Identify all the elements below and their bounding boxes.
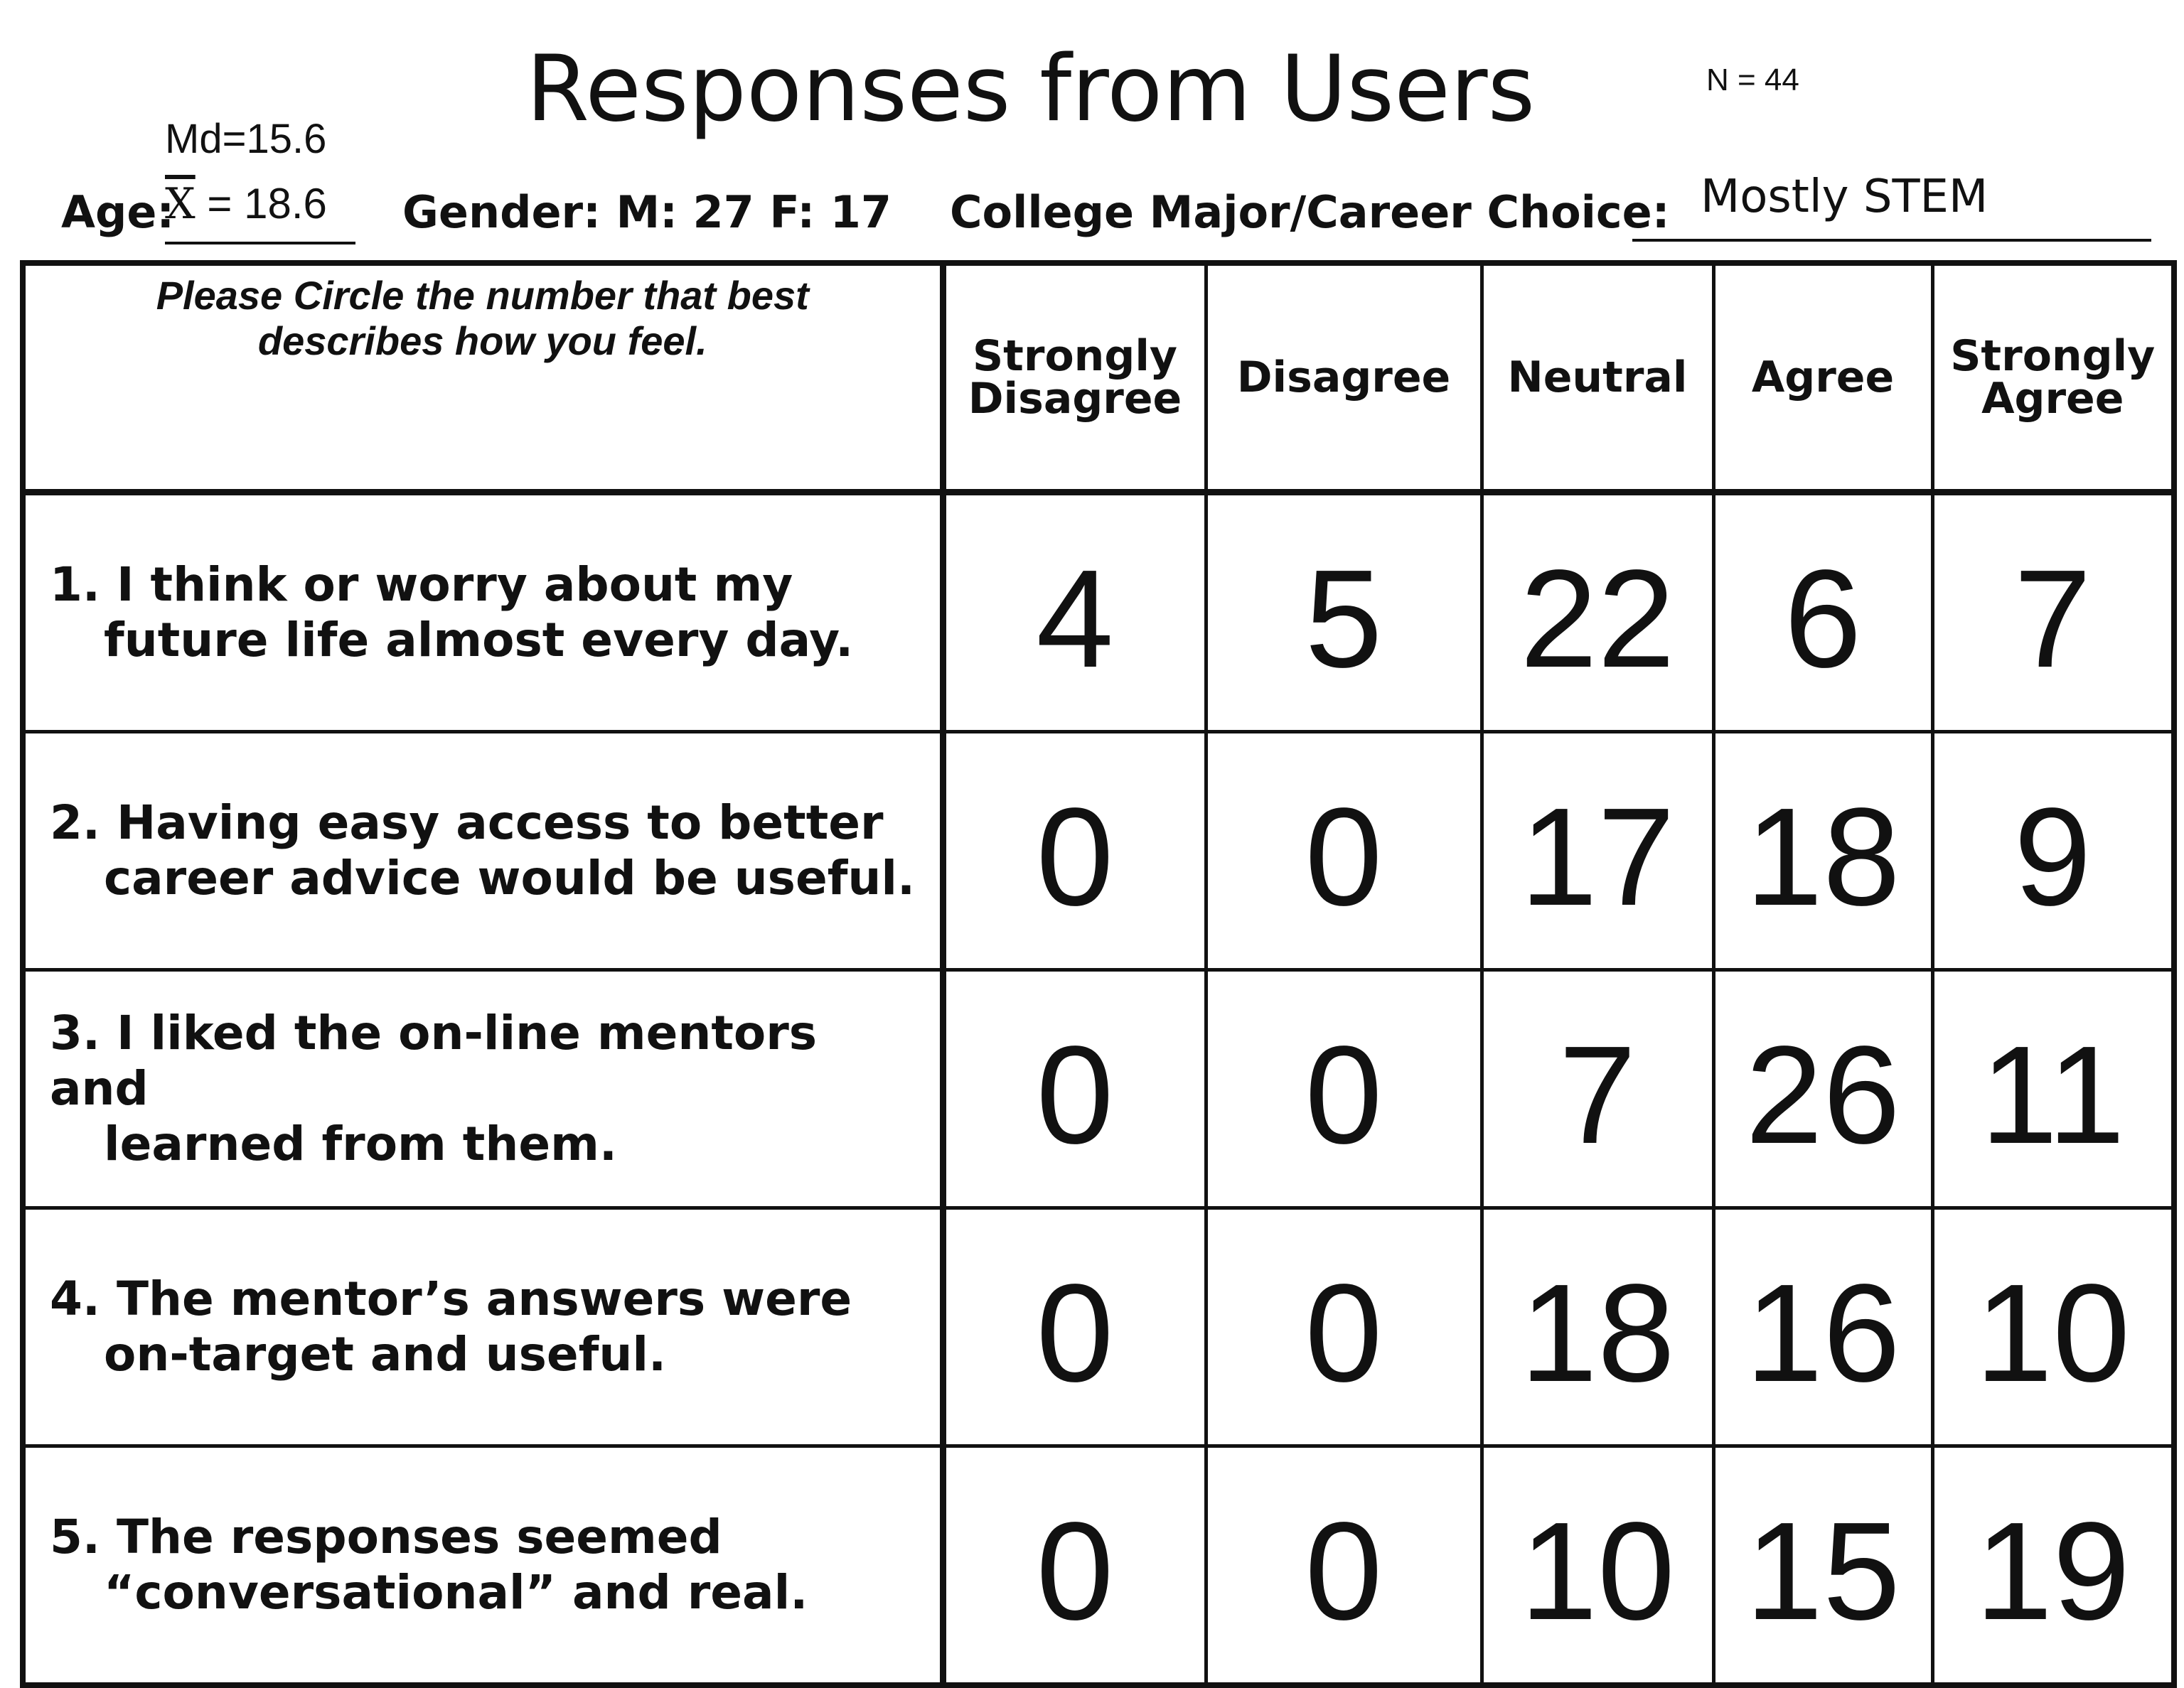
table-row bbox=[23, 1446, 2174, 1686]
response-count: 0 bbox=[943, 732, 1206, 970]
college-major-value: Mostly STEM bbox=[1701, 171, 1988, 223]
response-count: 0 bbox=[943, 970, 1206, 1208]
response-count: 7 bbox=[1482, 970, 1713, 1208]
statement-number: 1. bbox=[50, 557, 100, 612]
statement-text: career advice would be useful. bbox=[104, 851, 916, 905]
statement-cell bbox=[23, 970, 943, 1208]
gender-counts: Gender: M: 27 F: 17 bbox=[402, 186, 892, 238]
response-count: 9 bbox=[1932, 732, 2174, 970]
response-count: 0 bbox=[1206, 1208, 1482, 1446]
statement-text: future life almost every day. bbox=[104, 613, 854, 667]
response-count: 17 bbox=[1482, 732, 1713, 970]
response-count: 0 bbox=[943, 1446, 1206, 1686]
response-count: 18 bbox=[1482, 1208, 1713, 1446]
response-count: 26 bbox=[1713, 970, 1932, 1208]
column-header-neutral bbox=[1482, 263, 1713, 493]
column-header-text: Agree bbox=[1751, 353, 1895, 402]
column-header-agree bbox=[1713, 263, 1932, 493]
response-count: 22 bbox=[1482, 493, 1713, 732]
statement-cell bbox=[23, 1446, 943, 1686]
response-count: 0 bbox=[1206, 732, 1482, 970]
instruction-line-2: describes how you feel. bbox=[257, 318, 707, 363]
college-major-field bbox=[1632, 168, 2151, 242]
statement-text: learned from them. bbox=[104, 1117, 617, 1171]
response-count: 16 bbox=[1713, 1208, 1932, 1446]
column-header-strongly-agree bbox=[1932, 263, 2174, 493]
statement-cell bbox=[23, 1208, 943, 1446]
table-row bbox=[23, 493, 2174, 732]
response-count: 0 bbox=[943, 1208, 1206, 1446]
statement-cell bbox=[23, 493, 943, 732]
mean-symbol: $\overline{X}$ bbox=[165, 179, 196, 229]
statement-number: 3. bbox=[50, 1006, 100, 1060]
statement-text: on-target and useful. bbox=[104, 1327, 667, 1382]
statement-text: The mentor’s answers were bbox=[116, 1272, 852, 1326]
statement-text: The responses seemed bbox=[116, 1510, 722, 1564]
page-title: Responses from Users bbox=[526, 36, 1536, 142]
age-mean-number: = 18.6 bbox=[195, 180, 327, 227]
column-header-text: Neutral bbox=[1507, 353, 1688, 402]
column-header-text: Strongly bbox=[1950, 331, 2156, 381]
column-header-strongly-disagree bbox=[943, 263, 1206, 493]
statement-number: 4. bbox=[50, 1272, 100, 1326]
statement-number: 5. bbox=[50, 1510, 100, 1564]
response-count: 5 bbox=[1206, 493, 1482, 732]
column-header-disagree bbox=[1206, 263, 1482, 493]
response-count: 0 bbox=[1206, 970, 1482, 1208]
instruction-line-1: Please Circle the number that best bbox=[156, 273, 809, 318]
response-count: 0 bbox=[1206, 1446, 1482, 1686]
table-row bbox=[23, 1208, 2174, 1446]
age-label: Age: bbox=[61, 186, 175, 238]
response-count: 10 bbox=[1932, 1208, 2174, 1446]
statement-text: I liked the on-line mentors and bbox=[50, 1006, 818, 1116]
age-mean-value bbox=[165, 179, 355, 244]
statement-number: 2. bbox=[50, 795, 100, 850]
column-header-text: Strongly bbox=[972, 331, 1178, 381]
response-count: 18 bbox=[1713, 732, 1932, 970]
column-header-text: Disagree bbox=[968, 374, 1182, 424]
response-count: 6 bbox=[1713, 493, 1932, 732]
response-count: 19 bbox=[1932, 1446, 2174, 1686]
statement-text: Having easy access to better bbox=[116, 795, 884, 850]
sample-size-label: N = 44 bbox=[1706, 63, 1799, 97]
response-count: 11 bbox=[1932, 970, 2174, 1208]
instruction-cell bbox=[23, 263, 943, 493]
response-count: 10 bbox=[1482, 1446, 1713, 1686]
column-header-text: Disagree bbox=[1236, 353, 1451, 402]
table-row bbox=[23, 970, 2174, 1208]
survey-results-table bbox=[20, 260, 2177, 1688]
response-count: 15 bbox=[1713, 1446, 1932, 1686]
statement-text: I think or worry about my bbox=[116, 557, 793, 612]
response-count: 4 bbox=[943, 493, 1206, 732]
statement-cell bbox=[23, 732, 943, 970]
college-major-label: College Major/Career Choice: bbox=[950, 186, 1670, 238]
column-header-text: Agree bbox=[1981, 374, 2124, 424]
median-label: Md=15.6 bbox=[165, 116, 327, 162]
table-row bbox=[23, 732, 2174, 970]
response-count: 7 bbox=[1932, 493, 2174, 732]
table-header-row bbox=[23, 263, 2174, 493]
statement-text: “conversational” and real. bbox=[104, 1565, 808, 1620]
